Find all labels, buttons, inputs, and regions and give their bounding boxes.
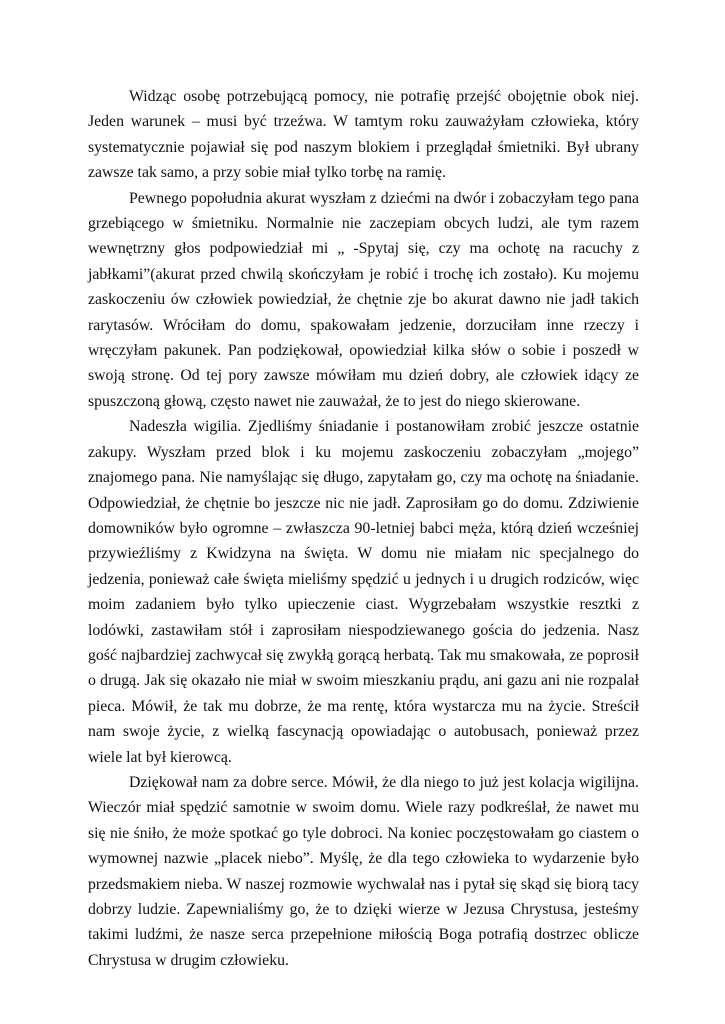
paragraph-2: Pewnego popołudnia akurat wyszłam z dziećmi na dwór i zobaczyłam tego pana grzebiącego w śmietniku. Normalnie nie zaczepiam obcych ludzi, ale tym razem wewnętrzny głos podpowiedział mi „ -Spytaj się, czy ma ochotę na racuchy z jabłkami”(akurat przed chwilą skończyłam je robić i trochę ich zostało). Ku mojemu zaskoczeniu ów człowiek powiedział, że chętnie zje bo akurat dawno nie jadł takich rarytasów. Wróciłam do domu, spakowałam jedzenie, dorzuciłam inne rzeczy i wręczyłam pakunek. Pan podziękował, opowiedział kilka słów o sobie i poszedł w swoją stronę. Od tej pory zawsze mówiłam mu dzień dobry, ale człowiek idący ze spuszczoną głową, często nawet nie zauważał, że to jest do niego skierowane. <box>88 189 639 410</box>
document-page <box>88 84 639 973</box>
paragraph-1: Widząc osobę potrzebującą pomocy, nie potrafię przejść obojętnie obok niej. Jeden warunek – musi być trzeźwa. W tamtym roku zauważyłam człowieka, który systematycznie pojawiał się pod naszym blokiem i przeglądał śmietniki. Był ubrany zawsze tak samo, a przy sobie miał tylko torbę na ramię. <box>88 88 639 182</box>
paragraph-4: Dziękował nam za dobre serce. Mówił, że dla niego to już jest kolacja wigilijna. Wieczór miał spędzić samotnie w swoim domu. Wiele razy podkreślał, że nawet mu się nie śniło, że może spotkać go tyle dobroci. Na koniec poczęstowałam go ciastem o wymownej nazwie „placek niebo”. Myślę, że dla tego człowieka to wydarzenie było przedsmakiem nieba. W naszej rozmowie wychwalał nas i pytał się skąd się biorą tacy dobrzy ludzie. Zapewnialiśmy go, że to dzięki wierze w Jezusa Chrystusa, jesteśmy takimi ludźmi, że nasze serca przepełnione miłością Boga potrafią dostrzec oblicze Chrystusa w drugim człowieku. <box>88 773 639 969</box>
paragraph-3: Nadeszła wigilia. Zjedliśmy śniadanie i postanowiłam zrobić jeszcze ostatnie zakupy. Wyszłam przed blok i ku mojemu zaskoczeniu zobaczyłam „mojego” znajomego pana. Nie namyślając się długo, zapytałam go, czy ma ochotę na śniadanie. Odpowiedział, że chętnie bo jeszcze nic nie jadł. Zaprosiłam go do domu. Zdziwienie domowników było ogromne – zwłaszcza 90-letniej babci męża, którą dzień wcześniej przywieźliśmy z Kwidzyna na święta. W domu nie miałam nic specjalnego do jedzenia, ponieważ całe święta mieliśmy spędzić u jednych i u drugich rodziców, więc moim zadaniem było tylko upieczenie ciast. Wygrzebałam wszystkie resztki z lodówki, zastawiłam stół i zaprosiłam niespodziewanego gościa do jedzenia. Nasz gość najbardziej zachwycał się zwykłą gorącą herbatą. Tak mu smakowała, ze poprosił o drugą. Jak się okazało nie miał w swoim mieszkaniu prądu, ani gazu ani nie rozpalał pieca. Mówił, że tak mu dobrze, że ma rentę, która wystarcza mu na życie. Streścił nam swoje życie, z wielką fascynacją opowiadając o autobusach, ponieważ przez wiele lat był kierowcą. <box>88 418 639 766</box>
